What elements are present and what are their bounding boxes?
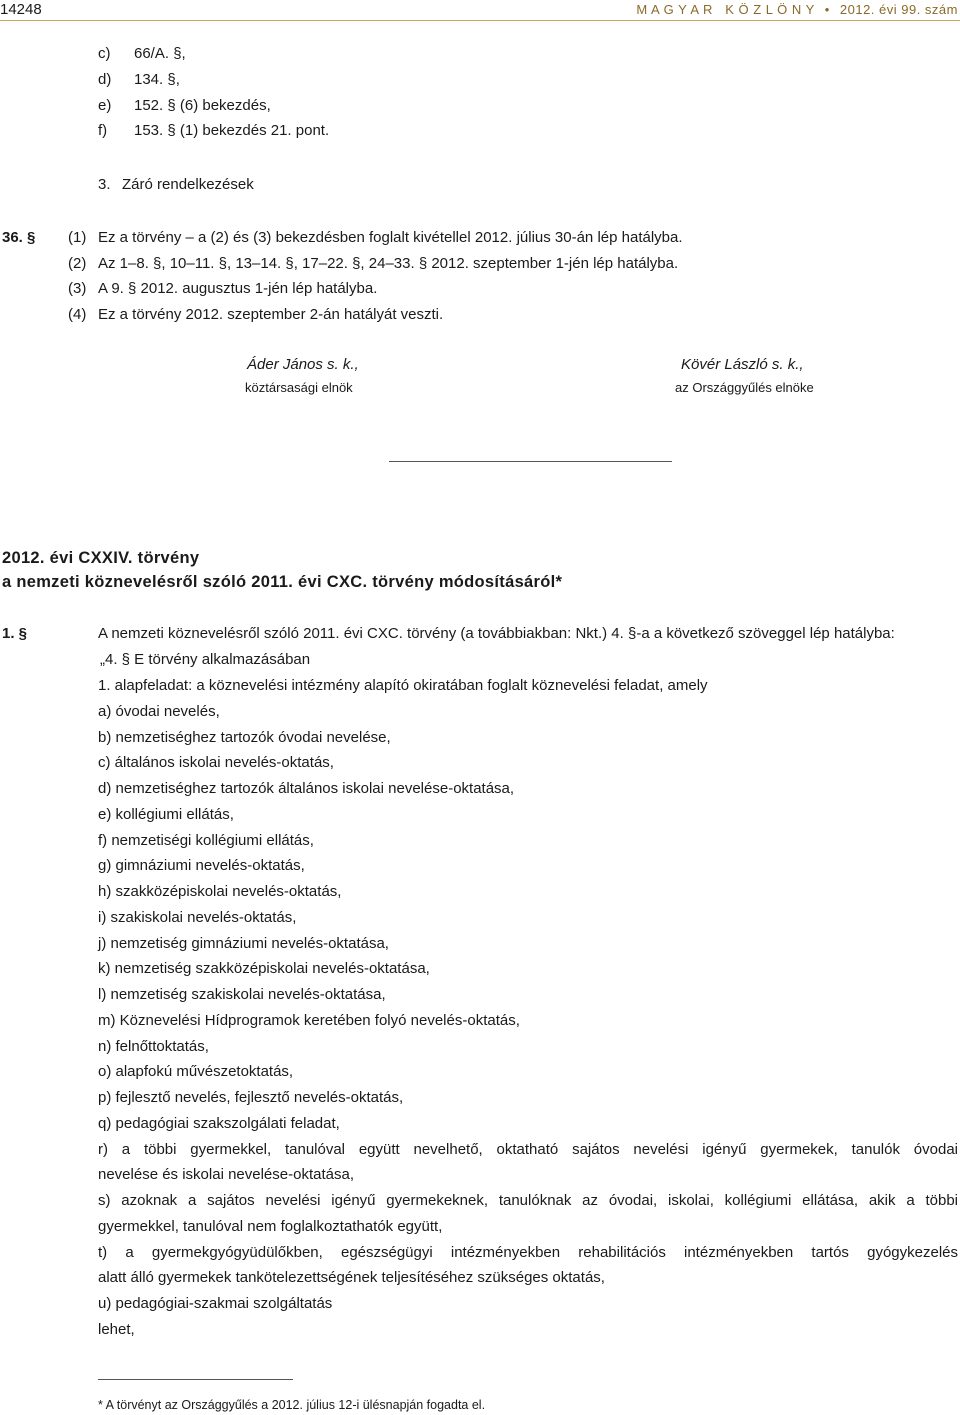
- law-number: 2012. évi CXXIV. törvény: [2, 549, 200, 567]
- signatory-role: az Országgyűlés elnöke: [675, 380, 814, 395]
- list-item: [98, 44, 186, 64]
- paragraph: [68, 305, 443, 325]
- list-item-line: t) a gyermekgyógyüdülőkben, egészségügyi intézményekben rehabilitációs intézményekben tartós gyógykezelés: [98, 1244, 958, 1261]
- list-item: o) alapfokú művészetoktatás,: [98, 1063, 294, 1080]
- signatory-name: Kövér László s. k.,: [681, 356, 804, 373]
- list-item: d) nemzetiséghez tartozók általános iskolai nevelése-oktatása,: [98, 780, 515, 797]
- item-letter: e): [98, 97, 112, 114]
- item-letter: c): [98, 45, 111, 62]
- item-letter: d): [98, 71, 112, 88]
- issue-label: 2012. évi 99. szám: [839, 2, 958, 17]
- quoted-heading: „4. § E törvény alkalmazásában: [100, 651, 311, 668]
- signatory-name: Áder János s. k.,: [247, 356, 359, 373]
- list-item-line: s) azoknak a sajátos nevelési igényű gyermekeknek, tanulóknak az óvodai, iskolai, kollégiumi ellátása, akik a többi: [98, 1192, 958, 1209]
- list-item: m) Köznevelési Hídprogramok keretében folyó nevelés-oktatás,: [98, 1012, 520, 1029]
- paragraph-number: (2): [68, 255, 87, 272]
- list-item-line: nevelése és iskolai nevelése-oktatása,: [98, 1166, 354, 1183]
- separator-rule: [389, 461, 672, 462]
- list-item: j) nemzetiség gimnáziumi nevelés-oktatása,: [98, 935, 389, 952]
- item-text: 153. § (1) bekezdés 21. pont.: [134, 122, 330, 139]
- list-item: k) nemzetiség szakközépiskolai nevelés-oktatása,: [98, 960, 430, 977]
- paragraph-text: A 9. § 2012. augusztus 1-jén lép hatályba.: [98, 280, 378, 297]
- journal-name: M A G Y A R K Ö Z L Ö N Y: [636, 2, 815, 17]
- footnote: * A törvényt az Országgyűlés a 2012. július 12-i ülésnapján fogadta el.: [98, 1398, 486, 1412]
- paragraph: [68, 228, 683, 248]
- list-item: l) nemzetiség szakiskolai nevelés-oktatása,: [98, 986, 386, 1003]
- signatory-role: köztársasági elnök: [245, 380, 353, 395]
- list-item: b) nemzetiséghez tartozók óvodai nevelése,: [98, 729, 391, 746]
- footnote-rule: [98, 1379, 293, 1380]
- header-rule: [0, 20, 960, 21]
- list-item: g) gimnáziumi nevelés-oktatás,: [98, 857, 305, 874]
- list-item: q) pedagógiai szakszolgálati feladat,: [98, 1115, 340, 1132]
- paragraph: [68, 279, 377, 299]
- item-letter: f): [98, 122, 108, 139]
- running-header: [636, 0, 958, 20]
- list-item: i) szakiskolai nevelés-oktatás,: [98, 909, 297, 926]
- header-bullet: •: [824, 2, 830, 17]
- section-number: 36. §: [2, 229, 36, 246]
- list-item: e) kollégiumi ellátás,: [98, 806, 234, 823]
- section-intro: A nemzeti köznevelésről szóló 2011. évi CXC. törvény (a továbbiakban: Nkt.) 4. §-a a következő szöveggel lép hatályba:: [98, 625, 895, 642]
- definition-point: 1. alapfeladat: a köznevelési intézmény alapító okiratában foglalt köznevelési feladat, amely: [98, 677, 708, 694]
- list-item: [98, 70, 180, 90]
- list-item: [98, 96, 271, 116]
- list-item: p) fejlesztő nevelés, fejlesztő nevelés-oktatás,: [98, 1089, 404, 1106]
- list-item-line: gyermekkel, tanulóval nem foglalkoztathatók együtt,: [98, 1218, 443, 1235]
- list-item-line: r) a többi gyermekkel, tanulóval együtt nevelhető, oktatható sajátos nevelési igényű gyermekek, tanulók óvodai: [98, 1141, 958, 1158]
- item-text: 66/A. §,: [134, 45, 186, 62]
- paragraph-number: (4): [68, 306, 87, 323]
- list-item: f) nemzetiségi kollégiumi ellátás,: [98, 832, 314, 849]
- item-text: 134. §,: [134, 71, 180, 88]
- list-item: n) felnőttoktatás,: [98, 1038, 209, 1055]
- list-item: u) pedagógiai-szakmai szolgáltatás: [98, 1295, 333, 1312]
- list-item: [98, 121, 329, 141]
- paragraph-number: (1): [68, 229, 87, 246]
- paragraph-text: Az 1–8. §, 10–11. §, 13–14. §, 17–22. §, 24–33. § 2012. szeptember 1-jén lép hatályba.: [98, 255, 679, 272]
- page-number: 14248: [0, 1, 42, 18]
- paragraph-text: Ez a törvény 2012. szeptember 2-án hatályát veszti.: [98, 306, 444, 323]
- closing-text: lehet,: [98, 1321, 135, 1338]
- list-item-line: alatt álló gyermekek tankötelezettségének teljesítéséhez szükséges oktatás,: [98, 1269, 605, 1286]
- paragraph: [68, 254, 678, 274]
- chapter-number: 3.: [98, 176, 111, 193]
- list-item: h) szakközépiskolai nevelés-oktatás,: [98, 883, 342, 900]
- chapter-heading: [98, 175, 254, 195]
- paragraph-number: (3): [68, 280, 87, 297]
- chapter-title: Záró rendelkezések: [122, 176, 254, 193]
- list-item: a) óvodai nevelés,: [98, 703, 220, 720]
- law-title: a nemzeti köznevelésről szóló 2011. évi CXC. törvény módosításáról*: [2, 573, 563, 591]
- list-item: c) általános iskolai nevelés-oktatás,: [98, 754, 334, 771]
- item-text: 152. § (6) bekezdés,: [134, 97, 271, 114]
- paragraph-text: Ez a törvény – a (2) és (3) bekezdésben foglalt kivétellel 2012. július 30-án lép hatályba.: [98, 229, 683, 246]
- section-number: 1. §: [2, 625, 28, 642]
